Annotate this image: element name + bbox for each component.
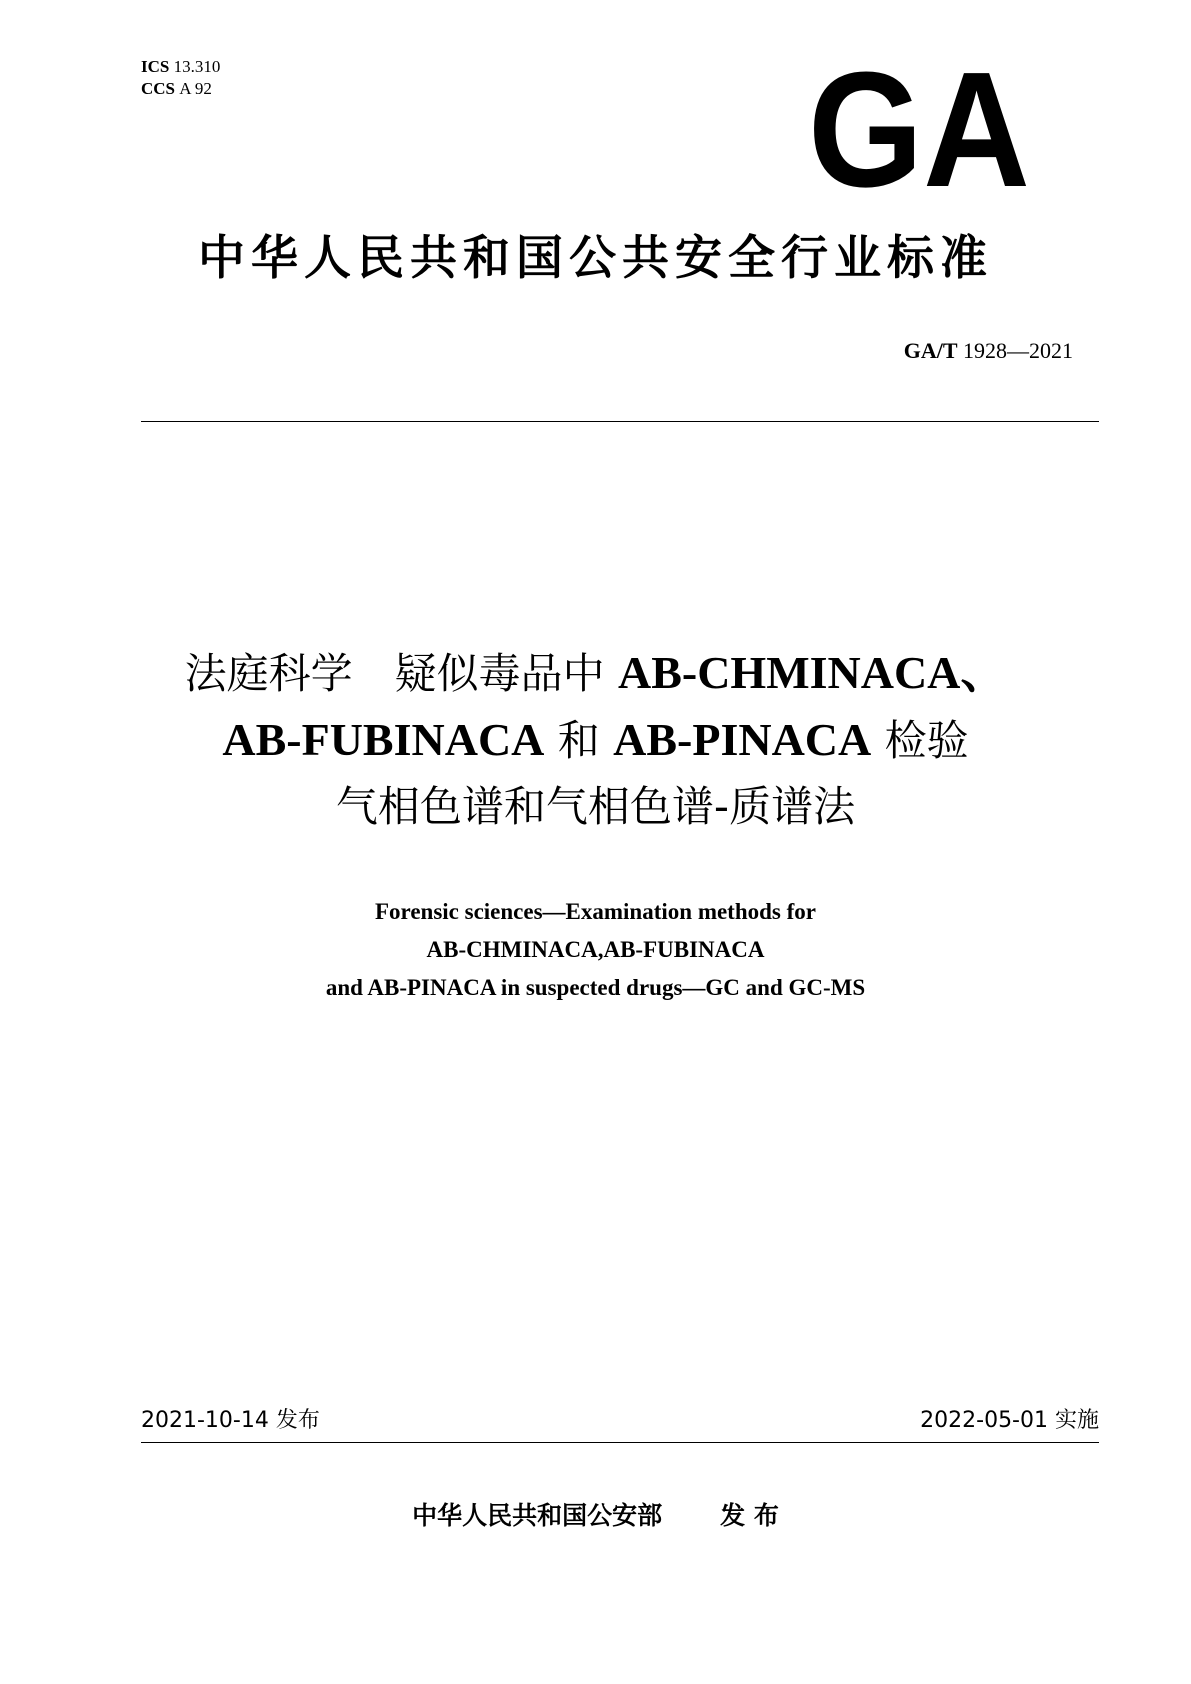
- issuer-action: 发 布: [720, 1501, 779, 1530]
- title-chinese: [0, 640, 1191, 840]
- title-cn-line-2: AB-FUBINACA 和 AB-PINACA 检验: [222, 714, 969, 765]
- ccs-value: A 92: [179, 79, 212, 98]
- top-divider: [141, 421, 1099, 422]
- ics-label: ICS: [141, 57, 170, 76]
- ccs-code: [141, 78, 220, 100]
- ics-value: 13.310: [173, 57, 221, 76]
- title-en-line-2: AB-CHMINACA,AB-FUBINACA: [426, 937, 765, 962]
- issue-date: 2021-10-14 发布: [141, 1408, 320, 1433]
- title-cn-line-1: 法庭科学 疑似毒品中 AB-CHMINACA、: [184, 647, 1007, 698]
- standard-number-value: 1928—2021: [963, 338, 1073, 363]
- title-en-line-1: Forensic sciences—Examination methods for: [374, 899, 816, 924]
- standard-number: [904, 337, 1073, 365]
- issuer: [0, 1498, 1191, 1534]
- bottom-divider: [141, 1442, 1099, 1443]
- title-english: [0, 893, 1191, 1007]
- ics-code: [141, 56, 220, 78]
- title-cn-line-3: 气相色谱和气相色谱-质谱法: [335, 782, 856, 831]
- ga-logo: [806, 70, 1032, 188]
- standard-number-label: GA/T: [903, 338, 958, 363]
- ccs-label: CCS: [141, 79, 176, 98]
- implementation-date: 2022-05-01 实施: [920, 1408, 1099, 1433]
- issuer-org: 中华人民共和国公安部: [412, 1501, 663, 1530]
- standard-category: 中华人民共和国公共安全行业标准: [198, 231, 993, 286]
- ga-logo-text: GA: [808, 70, 1030, 188]
- title-en-line-3: and AB-PINACA in suspected drugs—GC and GC-MS: [325, 975, 866, 1000]
- classification-codes: [141, 56, 220, 100]
